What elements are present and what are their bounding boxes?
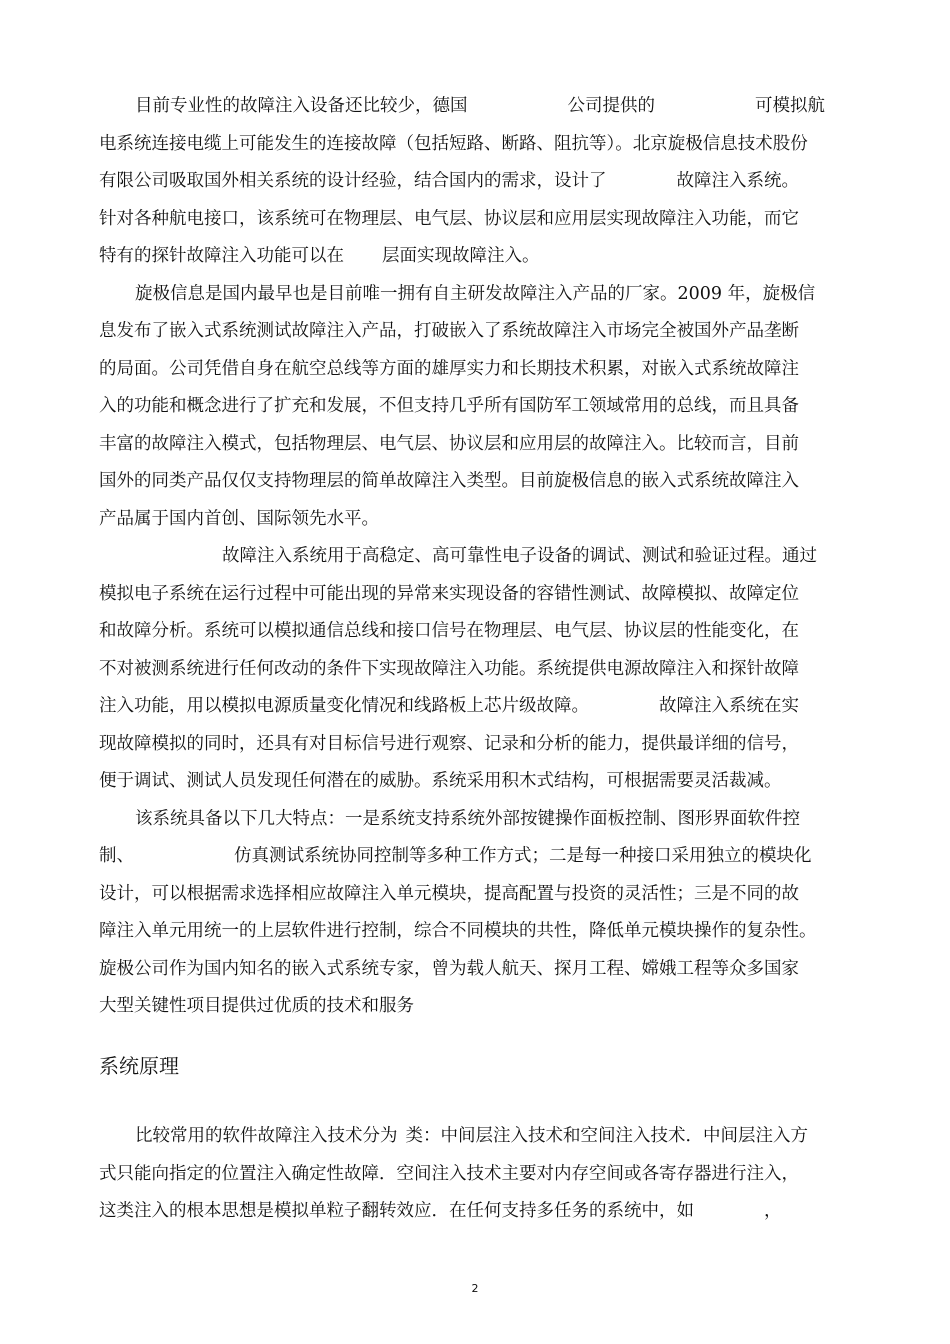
- text-line: 式只能向指定的位置注入确定性故障．空间注入技术主要对内存空间或各寄存器进行注入，: [99, 1163, 799, 1184]
- section-body: [99, 1118, 865, 1231]
- section-heading: 系统原理: [99, 1054, 179, 1078]
- text-line: 息发布了嵌入式系统测试故障注入产品，打破嵌入了系统故障注入市场完全被国外产品垄断: [99, 321, 799, 341]
- paragraph-4: [99, 801, 865, 1026]
- text-line: 和故障分析。系统可以模拟通信总线和接口信号在物理层、电气层、协议层的性能变化，在: [99, 621, 799, 641]
- text-line: 产品属于国内首创、国际领先水平。: [99, 508, 379, 529]
- text-line: 这类注入的根本思想是模拟单粒子翻转效应．在任何支持多任务的系统中，如 ，: [99, 1201, 782, 1221]
- paragraph-5: [99, 1118, 865, 1231]
- text-line: 制、 仿真测试系统协同控制等多种工作方式；二是每一种接口采用独立的模块化: [99, 846, 812, 866]
- text-line: 旋极信息是国内最早也是目前唯一拥有自主研发故障注入产品的厂家。2009 年，旋极信: [135, 283, 816, 304]
- text-line: 模拟电子系统在运行过程中可能出现的异常来实现设备的容错性测试、故障模拟、故障定位: [99, 583, 799, 604]
- text-line: 针对各种航电接口，该系统可在物理层、电气层、协议层和应用层实现故障注入功能，而它: [99, 208, 799, 229]
- text-line: 国外的同类产品仅仅支持物理层的简单故障注入类型。目前旋极信息的嵌入式系统故障注入: [99, 471, 799, 491]
- text-line: 注入功能，用以模拟电源质量变化情况和线路板上芯片级故障。 故障注入系统在实: [99, 696, 799, 716]
- text-line: 特有的探针故障注入功能可以在 层面实现故障注入。: [99, 246, 540, 266]
- text-line: 现故障模拟的同时，还具有对目标信号进行观察、记录和分析的能力，提供最详细的信号，: [99, 733, 799, 754]
- paragraph-3: [99, 538, 865, 801]
- text-line: 该系统具备以下几大特点：一是系统支持系统外部按键操作面板控制、图形界面软件控: [135, 808, 800, 829]
- text-line: 大型关键性项目提供过优质的技术和服务: [99, 996, 414, 1016]
- text-line: 不对被测系统进行任何改动的条件下实现故障注入功能。系统提供电源故障注入和探针故障: [99, 658, 799, 679]
- body-text: [99, 88, 865, 1026]
- text-line: 故障注入系统用于高稳定、高可靠性电子设备的调试、测试和验证过程。通过: [222, 546, 817, 566]
- paragraph-2: [99, 276, 865, 539]
- text-line: 比较常用的软件故障注入技术分为 类：中间层注入技术和空间注入技术．中间层注入方: [135, 1126, 808, 1146]
- text-line: 旋极公司作为国内知名的嵌入式系统专家，曾为载人航天、探月工程、嫦娥工程等众多国家: [99, 958, 799, 979]
- paragraph-1: [99, 88, 865, 276]
- text-line: 目前专业性的故障注入设备还比较少，德国 公司提供的 可模拟航: [135, 96, 825, 116]
- text-line: 有限公司吸取国外相关系统的设计经验，结合国内的需求，设计了 故障注入系统。: [99, 171, 799, 191]
- text-line: 入的功能和概念进行了扩充和发展，不但支持几乎所有国防军工领域常用的总线，而且具备: [99, 396, 799, 416]
- text-line: 障注入单元用统一的上层软件进行控制，综合不同模块的共性，降低单元模块操作的复杂性。: [99, 921, 817, 941]
- text-line: 丰富的故障注入模式，包括物理层、电气层、协议层和应用层的故障注入。比较而言，目前: [99, 433, 799, 454]
- text-line: 设计，可以根据需求选择相应故障注入单元模块，提高配置与投资的灵活性；三是不同的故: [99, 883, 799, 904]
- text-line: 电系统连接电缆上可能发生的连接故障（包括短路、断路、阻抗等）。北京旋极信息技术股份: [99, 133, 808, 154]
- text-line: 的局面。公司凭借自身在航空总线等方面的雄厚实力和长期技术积累，对嵌入式系统故障注: [99, 358, 799, 379]
- page-number: 2: [471, 1282, 479, 1295]
- text-line: 便于调试、测试人员发现任何潜在的威胁。系统采用积木式结构，可根据需要灵活裁减。: [99, 771, 782, 791]
